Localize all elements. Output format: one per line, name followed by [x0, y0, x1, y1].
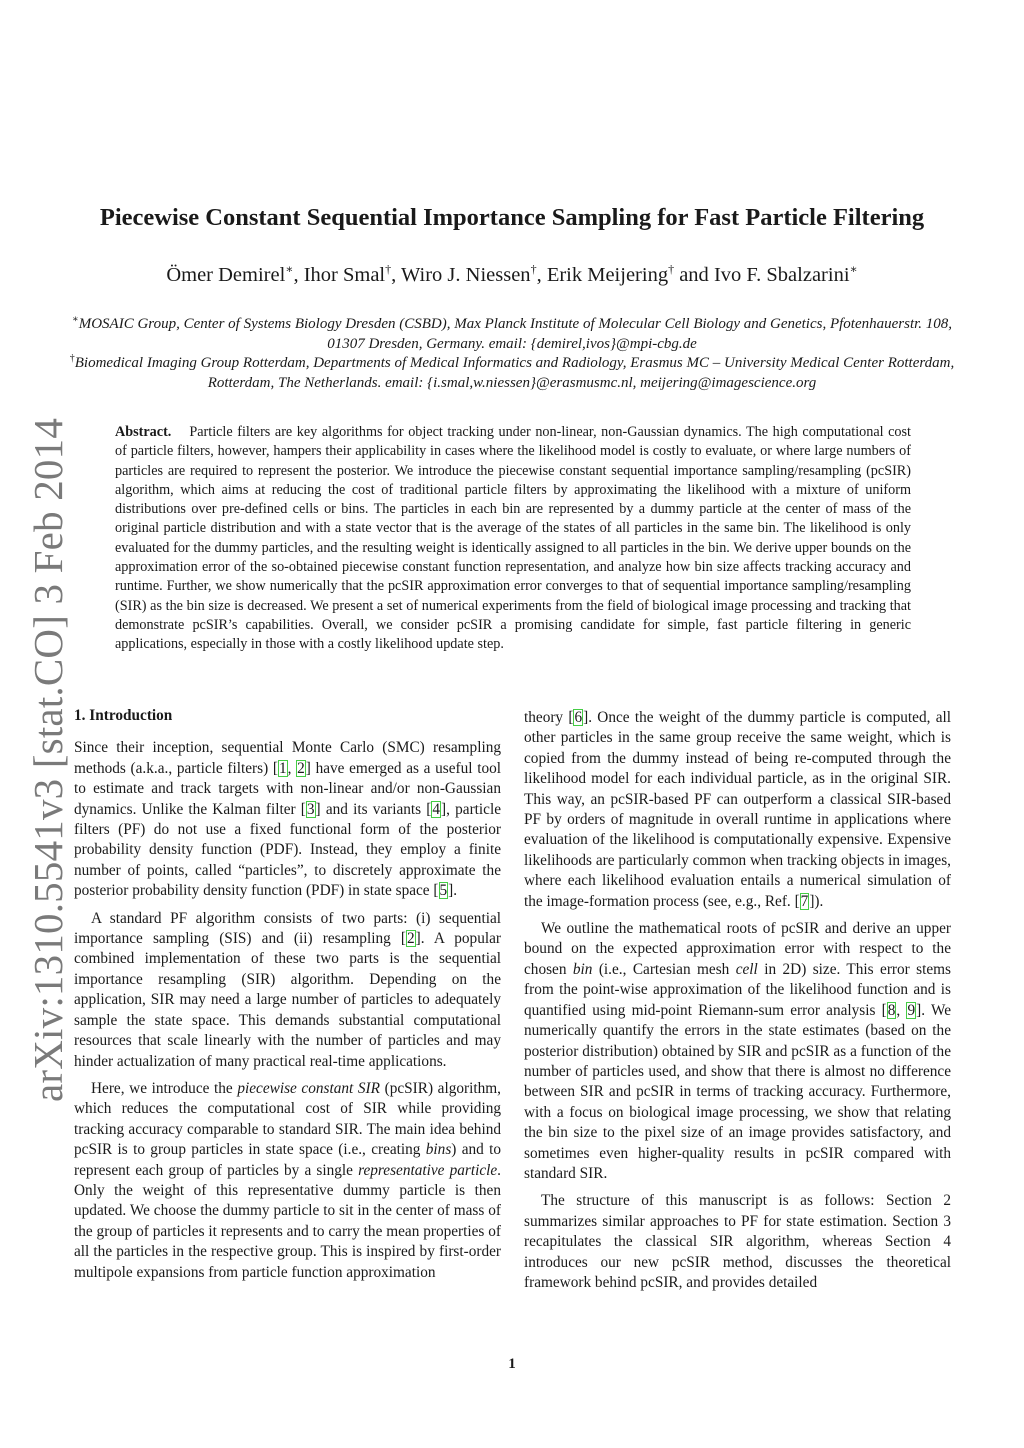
paragraph: Since their inception, sequential Monte Carlo (SMC) resampling methods (a.k.a., particle filters) [1, 2] have emerged as a useful tool to estimate and track targets with non-linear and/or non-Gaussian dynamics. Unlike the Kalman filter [3] and its variants [4], particle filters (PF) do not use a fixed functional form of the posterior probability density function (PDF). Instead, they employ a finite number of points, called “particles”, to discretely approximate the posterior probability density function (PDF) in state space [5].: [74, 739, 501, 900]
paper-title: Piecewise Constant Sequential Importance Sampling for Fast Particle Filtering: [99, 204, 925, 231]
affiliation-mosaic: [60, 310, 964, 354]
author: Ihor Smal: [303, 263, 386, 286]
author-affiliation-mark: †: [530, 262, 537, 276]
citation-link[interactable]: 6: [574, 709, 583, 726]
citation-link[interactable]: 1: [278, 759, 287, 777]
paragraph: theory [6]. Once the weight of the dummy particle is computed, all other particles in the same group receive the same weight, which is copied from the dummy instead of being re-computed through the likelihood model for each individual particle, as in the original SIR. This way, an pcSIR-based PF can outperform a classical SIR-based PF by orders of magnitude in overall runtime in applications where evaluation of the likelihood is computationally expensive. Expensive likelihoods are particularly common when tracking objects in images, where each likelihood evaluation entails a numerical simulation of the image-formation process (see, e.g., Ref. [7]).: [524, 709, 951, 910]
left-column: [74, 706, 501, 1290]
affiliation-text: Biomedical Imaging Group Rotterdam, Departments of Medical Informatics and Radiology, Erasmus MC – University Medical Center Rotterdam, Rotterdam, The Netherlands. email: {i.smal,w.niessen}@erasmusmc.nl, meijering@imagescience.org: [74, 355, 955, 391]
citation-link[interactable]: 2: [407, 930, 415, 948]
abstract-label: Abstract.: [115, 424, 172, 440]
abstract: [115, 423, 911, 655]
paragraph: A standard PF algorithm consists of two parts: (i) sequential importance sampling (SIS) and (ii) resampling [2]. A popular combined implementation of these two parts is the sequential importance resampling (SIR) algorithm. Depending on the application, SIR may need a large number of particles to adequately sample the state space. This demands substantial computational resources that scale linearly with the number of particles and may hinder actualization of many practical real-time applications.: [74, 909, 501, 1070]
author-separator: ,: [536, 263, 547, 286]
citation-link[interactable]: 4: [432, 800, 441, 818]
citation-link[interactable]: 7: [800, 892, 809, 910]
citation-link[interactable]: 9: [907, 1001, 916, 1019]
paragraph: We outline the mathematical roots of pcSIR and derive an upper bound on the expected approximation error with respect to the chosen bin (i.e., Cartesian mesh cell in 2D) size. This error stems from the point-wise approximation of the likelihood function and is quantified using mid-point Riemann-sum error analysis [8, 9]. We numerically quantify the errors in the state estimates (based on the posterior distribution) obtained by SIR and pcSIR as a function of the number of particles used, and show that there is almost no difference between SIR and pcSIR in terms of tracking accuracy. Furthermore, with a focus on biological image processing, we show that relating the bin size to the pixel size of an image provides satisfactory, and sometimes even higher-quality results in pcSIR compared with standard SIR.: [524, 920, 951, 1182]
affiliation-mark: ∗: [71, 314, 79, 325]
section-heading: 1. Introduction: [74, 707, 173, 724]
citation-link[interactable]: 8: [887, 1001, 896, 1019]
abstract-text: Particle filters are key algorithms for object tracking under non-linear, non-Gaussian dynamics. The high computational cost of particle filters, however, hampers their applicability in cases where the likelihood model is costly to evaluate, or where large numbers of particles are required to represent the posterior. We introduce the piecewise constant sequential importance sampling/resampling (pcSIR) algorithm, which aims at reducing the cost of traditional particle filters by approximating the likelihood with a mixture of uniform distributions over pre-defined cells or bins. The particles in each bin are represented by a dummy particle at the center of mass of the original particle distribution and with a state vector that is the average of the states of all particles in the same bin. The likelihood is only evaluated for the dummy particles, and the resulting weight is identically assigned to all particles in the bin. We derive upper bounds on the approximation error of the so-obtained piecewise constant function representation, and analyze how bin size affects tracking accuracy and runtime. Further, we show numerically that the pcSIR approximation error converges to that of sequential importance sampling/resampling (SIR) as the bin size is decreased. We present a set of numerical experiments from the field of biological image processing and tracking that demonstrate pcSIR’s capabilities. Overall, we consider pcSIR a promising candidate for simple, fast particle filtering in generic applications, especially in those with a costly likelihood update step.: [115, 424, 911, 653]
paragraph: Here, we introduce the piecewise constant SIR (pcSIR) algorithm, which reduces the computational cost of SIR while providing tracking accuracy comparable to standard SIR. The main idea behind pcSIR is to group particles in state space (i.e., creating bins) and to represent each group of particles by a single representative particle. Only the weight of this representative dummy particle is then updated. We choose the dummy particle to sit in the center of mass of the group of particles it represents and to carry the mean properties of all the particles in the respective group. This is inspired by first-order multipole expansions from particle function approximation: [74, 1079, 501, 1281]
citation-link[interactable]: 3: [306, 800, 315, 818]
citation-link[interactable]: 2: [297, 759, 305, 777]
author-list: [40, 262, 984, 287]
arxiv-identifier-text: arXiv:1310.5541v3 [stat.CO] 3 Feb 2014: [25, 417, 72, 1103]
affiliation-text: MOSAIC Group, Center of Systems Biology Dresden (CSBD), Max Planck Institute of Molecular Cell Biology and Genetics, Pfotenhauerstr. 108, 01307 Dresden, Germany. email: {demirel,ivos}@mpi-cbg.de: [78, 316, 953, 352]
author-affiliation-mark: ∗: [849, 262, 858, 276]
author-separator: ,: [293, 263, 304, 286]
author-separator: and: [674, 263, 714, 286]
right-column: [524, 708, 951, 1300]
affiliation-mark: †: [69, 353, 75, 364]
author: Ömer Demirel: [166, 263, 286, 286]
author: Erik Meijering: [546, 263, 669, 286]
citation-link[interactable]: 5: [439, 882, 448, 900]
author-affiliation-mark: †: [668, 262, 675, 276]
page-number: 1: [508, 1356, 516, 1372]
arxiv-identifier-stamp: [18, 417, 78, 1103]
author-affiliation-mark: ∗: [285, 262, 294, 276]
paragraph: The structure of this manuscript is as follows: Section 2 summarizes similar approaches to PF for state estimation. Section 3 recapitulates the classical SIR algorithm, whereas Section 4 introduces our new pcSIR method, discusses the theoretical framework behind pcSIR, and provides detailed: [524, 1192, 951, 1291]
author: Ivo F. Sbalzarini: [713, 263, 850, 286]
author-separator: ,: [391, 263, 401, 286]
author-affiliation-mark: †: [385, 262, 392, 276]
affiliation-bigr: [60, 349, 964, 393]
author: Wiro J. Niessen: [401, 263, 531, 286]
